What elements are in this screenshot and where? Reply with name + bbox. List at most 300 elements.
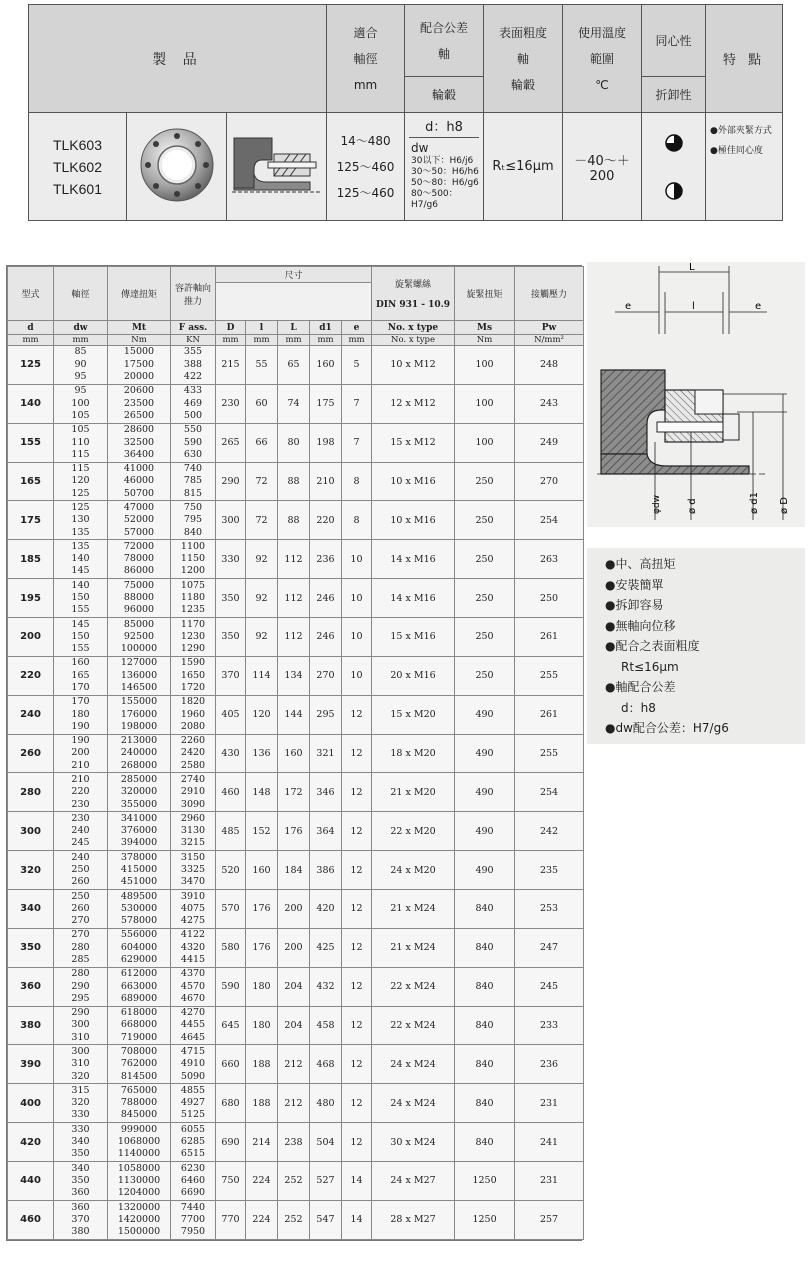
cell-mt <box>108 579 171 618</box>
cell-value: 4570 <box>180 980 206 992</box>
cell-value: 612000 <box>120 968 158 980</box>
cell-l: 66 <box>246 423 278 462</box>
cell-value: 1130000 <box>117 1174 161 1186</box>
cell-value: 140 <box>71 579 90 591</box>
cell-dw <box>54 656 108 695</box>
roughness-value: Rₜ≤16μm <box>484 113 563 221</box>
cell-pw: 247 <box>515 928 584 967</box>
cell-value: 2080 <box>180 720 206 732</box>
cell-value: 3130 <box>180 825 206 837</box>
cell-d: 460 <box>8 1200 54 1239</box>
cell-d: 645 <box>216 1006 246 1045</box>
cell-ms: 250 <box>455 462 515 501</box>
cell-mt <box>108 928 171 967</box>
cell-screws: 18 x M20 <box>372 734 455 773</box>
cell-value: 4645 <box>180 1031 206 1043</box>
cell-mt <box>108 812 171 851</box>
cell-f <box>171 462 216 501</box>
cell-value: 320 <box>71 1097 90 1109</box>
cell-d1: 198 <box>310 423 342 462</box>
cell-value: 140 <box>71 553 90 565</box>
cell-value: 1068000 <box>117 1135 161 1147</box>
cell-value: 300 <box>71 1019 90 1031</box>
cell-pw: 249 <box>515 423 584 462</box>
cell-value: 270 <box>71 915 90 927</box>
cell-l: 65 <box>278 346 310 385</box>
cell-value: 1204000 <box>117 1187 161 1199</box>
cell-value: 240 <box>71 825 90 837</box>
cell-l: 92 <box>246 618 278 657</box>
cell-pw: 255 <box>515 734 584 773</box>
cell-value: 310 <box>71 1058 90 1070</box>
cell-d: 340 <box>8 890 54 929</box>
cell-value: 146500 <box>120 681 158 693</box>
hub-fit-range: 50～80：H6/g6 <box>411 178 479 188</box>
cell-value: 1140000 <box>117 1148 161 1160</box>
cell-e: 12 <box>342 695 372 734</box>
header-axial: 容許軸向推力 <box>171 267 216 321</box>
unit-cell: Nm <box>108 335 171 346</box>
spec-row <box>8 1162 584 1201</box>
cell-d1: 246 <box>310 618 342 657</box>
cell-d: 370 <box>216 656 246 695</box>
cell-value: 330 <box>71 1123 90 1135</box>
cell-ms: 100 <box>455 384 515 423</box>
cell-l: 112 <box>278 618 310 657</box>
cell-d: 350 <box>216 618 246 657</box>
cell-value: 500 <box>183 409 203 421</box>
temp-range-value: －40～＋200 <box>563 113 642 221</box>
cell-value: 6285 <box>180 1135 206 1147</box>
cell-pw: 255 <box>515 656 584 695</box>
cell-f <box>171 656 216 695</box>
symbol-cell: d <box>8 321 54 335</box>
cell-l: 80 <box>278 423 310 462</box>
header-tighten: 旋緊扭矩 <box>455 267 515 321</box>
feature-dw-fit: ●dw配合公差：H7/g6 <box>605 721 729 735</box>
cell-screws: 24 x M20 <box>372 851 455 890</box>
dim-L-label: L <box>689 262 695 273</box>
cell-dw <box>54 734 108 773</box>
cell-e: 12 <box>342 967 372 1006</box>
cell-value: 4855 <box>180 1084 206 1096</box>
cell-e: 12 <box>342 1084 372 1123</box>
cell-value: 1500000 <box>117 1226 161 1238</box>
cell-l: 224 <box>246 1200 278 1239</box>
feature-item: ●極佳同心度 <box>710 146 763 156</box>
cell-d1: 220 <box>310 501 342 540</box>
cell-d: 660 <box>216 1045 246 1084</box>
cell-value: 785 <box>183 475 203 487</box>
cell-value: 378000 <box>120 851 158 863</box>
cell-d: 580 <box>216 928 246 967</box>
cell-value: 125 <box>71 487 90 499</box>
cell-value: 663000 <box>120 980 158 992</box>
screws-title: 旋緊螺絲 <box>395 280 432 290</box>
symbol-cell: No. x type <box>372 321 455 335</box>
cell-value: 210 <box>71 759 90 771</box>
cell-value: 135 <box>71 526 90 538</box>
cell-value: 618000 <box>120 1007 158 1019</box>
cell-value: 630 <box>183 448 203 460</box>
cell-value: 360 <box>71 1187 90 1199</box>
cell-dw <box>54 1006 108 1045</box>
cell-dw <box>54 1200 108 1239</box>
cell-screws: 30 x M24 <box>372 1123 455 1162</box>
cell-value: 740 <box>183 463 203 475</box>
unit-cell: mm <box>246 335 278 346</box>
cell-value: 315 <box>71 1084 90 1096</box>
cell-value: 145 <box>71 618 90 630</box>
cell-value: 355000 <box>120 798 158 810</box>
cell-d: 165 <box>8 462 54 501</box>
cell-d1: 425 <box>310 928 342 967</box>
cell-value: 451000 <box>120 876 158 888</box>
cell-dw <box>54 773 108 812</box>
cell-pw: 254 <box>515 773 584 812</box>
cell-value: 814500 <box>120 1070 158 1082</box>
cell-value: 433 <box>183 385 203 397</box>
cell-value: 115 <box>71 463 90 475</box>
spec-row <box>8 1084 584 1123</box>
cell-pw: 241 <box>515 1123 584 1162</box>
cell-l: 114 <box>246 656 278 695</box>
cell-pw: 254 <box>515 501 584 540</box>
spec-row <box>8 1123 584 1162</box>
cell-value: 36400 <box>123 448 155 460</box>
cell-l: 176 <box>246 890 278 929</box>
cell-ms: 490 <box>455 734 515 773</box>
cell-value: 150 <box>71 630 90 642</box>
cell-e: 12 <box>342 851 372 890</box>
cell-d: 185 <box>8 540 54 579</box>
cell-l: 88 <box>278 462 310 501</box>
cell-f <box>171 501 216 540</box>
product-header: 製 品 <box>29 5 327 113</box>
cell-dw <box>54 423 108 462</box>
feature-shaft-fit-title: ●軸配合公差 <box>605 680 676 694</box>
cell-f <box>171 384 216 423</box>
cell-value: 7440 <box>180 1201 206 1213</box>
cell-value: 190 <box>71 735 90 747</box>
cell-value: 719000 <box>120 1031 158 1043</box>
cell-d: 420 <box>8 1123 54 1162</box>
cell-f <box>171 423 216 462</box>
cell-dw <box>54 579 108 618</box>
spec-row <box>8 618 584 657</box>
unit-cell: mm <box>54 335 108 346</box>
cell-screws: 14 x M16 <box>372 579 455 618</box>
cell-d: 300 <box>8 812 54 851</box>
cell-d1: 236 <box>310 540 342 579</box>
header-shaft: 軸徑 <box>54 267 108 321</box>
cell-ms: 1250 <box>455 1162 515 1201</box>
cell-value: 176000 <box>120 708 158 720</box>
cell-value: 92500 <box>123 630 155 642</box>
cell-d1: 547 <box>310 1200 342 1239</box>
unit-cell: Nm <box>455 335 515 346</box>
cell-value: 6515 <box>180 1148 206 1160</box>
cell-screws: 21 x M24 <box>372 928 455 967</box>
cell-d: 280 <box>8 773 54 812</box>
cell-d: 230 <box>216 384 246 423</box>
cell-value: 668000 <box>120 1019 158 1031</box>
cell-pw: 231 <box>515 1162 584 1201</box>
cell-value: 57000 <box>123 526 155 538</box>
cell-value: 3090 <box>180 798 206 810</box>
cell-value: 380 <box>71 1226 90 1238</box>
cell-l: 204 <box>278 967 310 1006</box>
cell-f <box>171 812 216 851</box>
cell-e: 12 <box>342 1123 372 1162</box>
cell-value: 6460 <box>180 1174 206 1186</box>
cell-screws: 10 x M16 <box>372 462 455 501</box>
symbol-cell: d1 <box>310 321 342 335</box>
cell-l: 92 <box>246 579 278 618</box>
cell-l: 160 <box>246 851 278 890</box>
cell-value: 90 <box>74 358 87 370</box>
cell-value: 15000 <box>123 346 155 358</box>
cell-mt <box>108 1162 171 1201</box>
cell-e: 8 <box>342 501 372 540</box>
unit-cell: mm <box>8 335 54 346</box>
cell-d: 750 <box>216 1162 246 1201</box>
cell-pw: 261 <box>515 618 584 657</box>
cell-value: 285 <box>71 953 90 965</box>
spec-row <box>8 967 584 1006</box>
cell-value: 341000 <box>120 812 158 824</box>
cell-pw: 233 <box>515 1006 584 1045</box>
cell-pw: 257 <box>515 1200 584 1239</box>
cell-mt <box>108 618 171 657</box>
cell-mt <box>108 1200 171 1239</box>
cell-dw <box>54 851 108 890</box>
cell-value: 1320000 <box>117 1201 161 1213</box>
cell-value: 1170 <box>180 618 206 630</box>
cell-value: 240000 <box>120 747 158 759</box>
cell-mt <box>108 1045 171 1084</box>
cell-value: 320000 <box>120 786 158 798</box>
spec-table <box>7 266 584 1240</box>
cell-screws: 10 x M16 <box>372 501 455 540</box>
cell-pw: 270 <box>515 462 584 501</box>
spec-row <box>8 695 584 734</box>
cell-f <box>171 618 216 657</box>
cell-value: 845000 <box>120 1109 158 1121</box>
cell-value: 3325 <box>180 863 206 875</box>
spec-row <box>8 384 584 423</box>
cell-d1: 246 <box>310 579 342 618</box>
features-header: 特 點 <box>706 5 783 113</box>
cell-l: 136 <box>246 734 278 773</box>
header-torque: 傳達扭矩 <box>108 267 171 321</box>
cell-value: 50700 <box>123 487 155 499</box>
feature-item: ●無軸向位移 <box>605 618 676 633</box>
cell-value: 7950 <box>180 1226 206 1238</box>
features-panel <box>587 548 805 744</box>
cell-l: 74 <box>278 384 310 423</box>
concentric-header: 同心性 <box>642 5 706 77</box>
cell-e: 10 <box>342 618 372 657</box>
cell-l: 148 <box>246 773 278 812</box>
cell-ms: 100 <box>455 346 515 385</box>
cell-value: 200 <box>71 747 90 759</box>
cell-value: 2580 <box>180 759 206 771</box>
cell-f <box>171 1006 216 1045</box>
cell-dw <box>54 1084 108 1123</box>
cell-value: 46000 <box>123 475 155 487</box>
spec-row <box>8 501 584 540</box>
shaft-dia-header: 適合 軸徑 mm <box>327 5 405 113</box>
cell-value: 1180 <box>180 591 206 603</box>
cell-value: 788000 <box>120 1097 158 1109</box>
cell-value: 105 <box>71 409 90 421</box>
cell-value: 550 <box>183 424 203 436</box>
cell-value: 290 <box>71 980 90 992</box>
symbol-cell: Mt <box>108 321 171 335</box>
cell-value: 285000 <box>120 773 158 785</box>
cell-value: 213000 <box>120 735 158 747</box>
cell-pw: 242 <box>515 812 584 851</box>
cell-f <box>171 1123 216 1162</box>
unit-cell: mm <box>342 335 372 346</box>
cell-d: 390 <box>8 1045 54 1084</box>
cell-screws: 15 x M12 <box>372 423 455 462</box>
cell-f <box>171 773 216 812</box>
cell-value: 136000 <box>120 669 158 681</box>
cell-d: 200 <box>8 618 54 657</box>
cell-ms: 490 <box>455 773 515 812</box>
cell-d: 405 <box>216 695 246 734</box>
cell-value: 578000 <box>120 915 158 927</box>
cell-d: 125 <box>8 346 54 385</box>
spec-row <box>8 579 584 618</box>
cell-value: 1230 <box>180 630 206 642</box>
cell-value: 1960 <box>180 708 206 720</box>
cell-value: 3910 <box>180 890 206 902</box>
cell-d: 770 <box>216 1200 246 1239</box>
cell-mt <box>108 462 171 501</box>
symbol-cell: Pw <box>515 321 584 335</box>
symbol-cell: dw <box>54 321 108 335</box>
cell-value: 1058000 <box>117 1162 161 1174</box>
cell-value: 590 <box>183 436 203 448</box>
cell-value: 180 <box>71 708 90 720</box>
cell-value: 388 <box>183 358 203 370</box>
feature-item: ●拆卸容易 <box>605 598 664 612</box>
cell-d: 360 <box>8 967 54 1006</box>
model-list: TLK603 TLK602 TLK601 <box>29 113 127 221</box>
cell-value: 165 <box>71 669 90 681</box>
dim-d-label: ø d <box>687 498 698 514</box>
cell-screws: 15 x M20 <box>372 695 455 734</box>
cell-ms: 250 <box>455 540 515 579</box>
cell-value: 2260 <box>180 735 206 747</box>
cell-d1: 346 <box>310 773 342 812</box>
cell-l: 212 <box>278 1045 310 1084</box>
cell-value: 5090 <box>180 1070 206 1082</box>
cell-value: 6690 <box>180 1187 206 1199</box>
locking-ring-photo <box>138 126 216 204</box>
cell-value: 3215 <box>180 837 206 849</box>
cell-dw <box>54 501 108 540</box>
cell-screws: 22 x M20 <box>372 812 455 851</box>
cell-l: 72 <box>246 462 278 501</box>
cell-d: 320 <box>8 851 54 890</box>
unit-cell: mm <box>216 335 246 346</box>
cell-f <box>171 890 216 929</box>
cell-value: 4270 <box>180 1007 206 1019</box>
cell-value: 2960 <box>180 812 206 824</box>
unit-cell: mm <box>310 335 342 346</box>
cell-pw: 231 <box>515 1084 584 1123</box>
screw-standard: DIN 931 - 10.9 <box>375 300 451 310</box>
cell-value: 105 <box>71 424 90 436</box>
cell-ms: 840 <box>455 1006 515 1045</box>
spec-row <box>8 656 584 695</box>
cell-mt <box>108 384 171 423</box>
cell-value: 120 <box>71 475 90 487</box>
cell-value: 190 <box>71 720 90 732</box>
cell-value: 795 <box>183 514 203 526</box>
cell-pw: 235 <box>515 851 584 890</box>
cell-value: 20600 <box>123 385 155 397</box>
cell-e: 10 <box>342 579 372 618</box>
cell-value: 85000 <box>123 618 155 630</box>
cell-value: 23500 <box>123 397 155 409</box>
cell-l: 120 <box>246 695 278 734</box>
cell-value: 26500 <box>123 409 155 421</box>
hub-fit-range: 30以下：H6/j6 <box>411 156 474 166</box>
cell-mt <box>108 1084 171 1123</box>
cell-value: 95 <box>74 371 87 383</box>
cell-d: 690 <box>216 1123 246 1162</box>
cell-value: 4275 <box>180 915 206 927</box>
fit-hub-header: 輪轂 <box>405 77 484 113</box>
section-sketch <box>227 113 327 221</box>
dim-D-label: ø D <box>779 497 790 514</box>
cell-value: 155000 <box>120 696 158 708</box>
cell-d1: 458 <box>310 1006 342 1045</box>
cell-d: 175 <box>8 501 54 540</box>
spec-row <box>8 346 584 385</box>
symbol-cell: l <box>246 321 278 335</box>
cell-e: 12 <box>342 734 372 773</box>
cell-value: 52000 <box>123 514 155 526</box>
cell-value: 604000 <box>120 941 158 953</box>
cell-value: 220 <box>71 786 90 798</box>
cell-dw <box>54 890 108 929</box>
cell-value: 230 <box>71 798 90 810</box>
feature-item: ●安裝簡單 <box>605 577 664 592</box>
fit-tolerance-header: 配合公差 軸 <box>405 5 484 77</box>
cell-value: 394000 <box>120 837 158 849</box>
cell-screws: 12 x M12 <box>372 384 455 423</box>
cell-value: 340 <box>71 1135 90 1147</box>
cell-d: 350 <box>216 579 246 618</box>
cell-dw <box>54 812 108 851</box>
spec-row <box>8 1006 584 1045</box>
spec-table-panel <box>6 265 582 1241</box>
cell-l: 134 <box>278 656 310 695</box>
cell-d1: 480 <box>310 1084 342 1123</box>
cell-l: 88 <box>278 501 310 540</box>
cell-value: 489500 <box>120 890 158 902</box>
cell-value: 355 <box>183 346 203 358</box>
cell-d: 590 <box>216 967 246 1006</box>
cell-pw: 253 <box>515 890 584 929</box>
cell-l: 188 <box>246 1045 278 1084</box>
